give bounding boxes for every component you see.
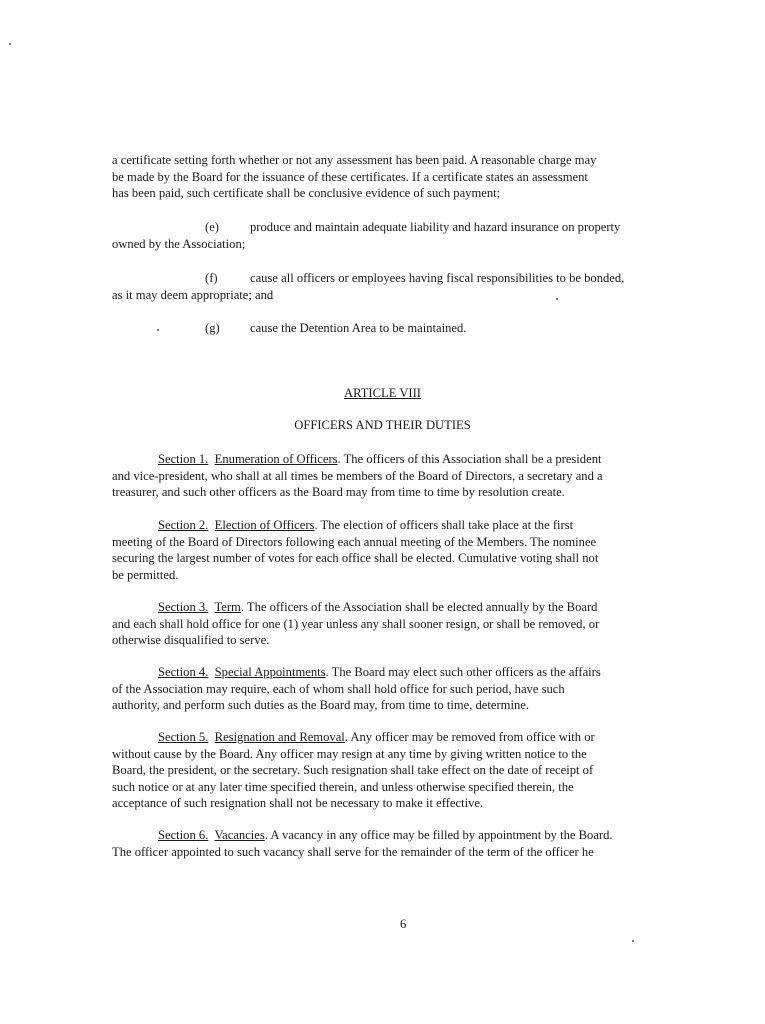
text-line: be made by the Board for the issuance of these certificates. If a certificate states an assessment — [112, 169, 588, 184]
section-number: Section 4. — [158, 665, 209, 679]
section-title: Vacancies — [214, 828, 265, 842]
list-item-e-continuation — [112, 236, 245, 253]
text-line: a certificate setting forth whether or not any assessment has been paid. A reasonable charge may — [112, 153, 597, 167]
section-number: Section 2. — [158, 518, 209, 532]
section-first-line — [112, 517, 702, 534]
list-item-f — [205, 270, 624, 287]
scan-speck — [556, 298, 558, 300]
text-line: securing the largest number of votes for each office shall be elected. Cumulative voting shall not — [112, 551, 599, 565]
text-line: otherwise disqualified to serve. — [112, 633, 270, 647]
text-line: The officer appointed to such vacancy shall serve for the remainder of the term of the officer he — [112, 844, 594, 859]
text-line: authority, and perform such duties as the Board may, from time to time, determine. — [112, 698, 529, 712]
item-label: (g) — [205, 321, 220, 335]
item-text: cause all officers or employees having fiscal responsibilities to be bonded, — [250, 271, 625, 285]
section-text: . The Board may elect such other officers as the affairs — [325, 665, 601, 679]
text-line: Board, the president, or the secretary. Such resignation shall take effect on the date of receipt of — [112, 763, 594, 777]
section-title: Special Appointments — [214, 665, 326, 679]
text-line: and vice-president, who shall at all times be members of the Board of Directors, a secretary and a — [112, 468, 603, 483]
section-1 — [112, 451, 702, 501]
item-label: (e) — [205, 220, 219, 234]
section-text: . The officers of the Association shall be elected annually by the Board — [240, 600, 598, 614]
section-text: . Any officer may be removed from office with or — [344, 730, 595, 744]
text-line: acceptance of such resignation shall not be necessary to make it effective. — [112, 796, 484, 810]
section-first-line — [112, 827, 702, 844]
list-item-e — [205, 219, 620, 236]
article-heading — [0, 386, 765, 401]
list-item-f-continuation — [112, 287, 273, 304]
item-text: cause the Detention Area to be maintained. — [250, 321, 467, 335]
section-4 — [112, 664, 702, 714]
section-text: . The election of officers shall take place at the first — [314, 518, 574, 532]
text-line: has been paid, such certificate shall be conclusive evidence of such payment; — [112, 186, 501, 200]
text-line: treasurer, and such other officers as the Board may from time to time by resolution create. — [112, 485, 565, 499]
section-title: Term — [214, 600, 241, 614]
section-text: . The officers of this Association shall be a president — [337, 452, 602, 466]
list-item-g — [205, 320, 466, 337]
scan-speck — [9, 43, 11, 45]
scan-speck — [632, 940, 634, 942]
text-line: of the Association may require, each of whom shall hold office for such period, have such — [112, 681, 565, 696]
section-5 — [112, 729, 702, 812]
section-number: Section 5. — [158, 730, 209, 744]
article-subtitle-text: OFFICERS AND THEIR DUTIES — [294, 418, 471, 432]
section-2 — [112, 517, 702, 583]
section-title: Enumeration of Officers — [214, 452, 338, 466]
section-first-line — [112, 599, 702, 616]
article-subtitle — [0, 418, 765, 433]
text-line: and each shall hold office for one (1) year unless any shall sooner resign, or shall be removed, or — [112, 616, 600, 631]
text-line: be permitted. — [112, 567, 179, 582]
section-first-line — [112, 664, 702, 681]
section-number: Section 3. — [158, 600, 209, 614]
text-line: meeting of the Board of Directors following each annual meeting of the Members. The nominee — [112, 534, 597, 549]
section-3 — [112, 599, 702, 649]
item-text: produce and maintain adequate liability and hazard insurance on property — [250, 220, 621, 234]
section-first-line — [112, 729, 702, 746]
section-title: Resignation and Removal — [214, 730, 345, 744]
section-text: . A vacancy in any office may be filled by appointment by the Board. — [264, 828, 613, 842]
text-line: such notice or at any later time specified therein, and unless otherwise specified therein, the — [112, 779, 574, 794]
page-number: 6 — [400, 917, 407, 931]
continuation-paragraph — [112, 152, 702, 202]
scan-speck — [157, 329, 159, 331]
item-text: owned by the Association; — [112, 237, 246, 251]
text-line: without cause by the Board. Any officer may resign at any time by giving written notice to the — [112, 746, 587, 761]
section-first-line — [112, 451, 702, 468]
section-number: Section 1. — [158, 452, 209, 466]
section-title: Election of Officers — [214, 518, 315, 532]
section-number: Section 6. — [158, 828, 209, 842]
item-label: (f) — [205, 271, 218, 285]
item-text: as it may deem appropriate; and — [112, 288, 274, 302]
article-title: ARTICLE VIII — [343, 386, 421, 400]
section-6 — [112, 827, 702, 860]
